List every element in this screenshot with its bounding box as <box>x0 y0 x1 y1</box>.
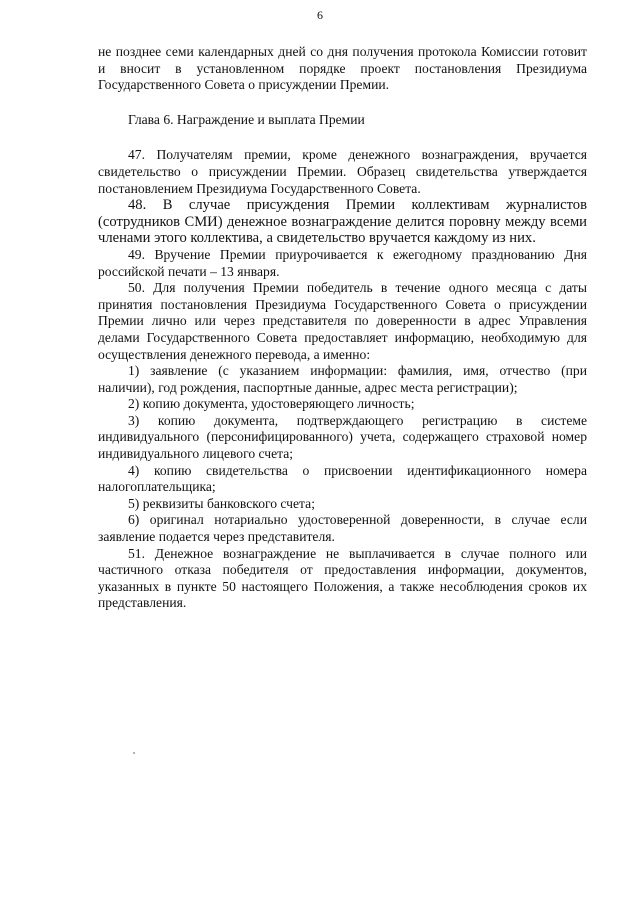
paragraph-48: 48. В случае присуждения Премии коллективам журналистов (сотрудников СМИ) денежное вознаграждение делится поровну между всеми членами этого коллектива, а свидетельство вручается каждому из них. <box>98 197 587 247</box>
paragraph-51: 51. Денежное вознаграждение не выплачивается в случае полного или частичного отказа победителя от предоставления информации, документов, указанных в пункте 50 настоящего Положения, а также несоблюдения сроков их представления. <box>98 545 587 611</box>
paragraph-50: 50. Для получения Премии победитель в течение одного месяца с даты принятия постановления Президиума Государственного Совета о присуждении Премии лично или через представителя по доверенности в адрес Управления делами Государственного Совета предоставляет информацию, необходимую для осуществления денежного перевода, а именно: <box>98 280 587 362</box>
list-item-6: 6) оригинал нотариально удостоверенной доверенности, в случае если заявление подается через представителя. <box>98 512 587 545</box>
list-item-4: 4) копию свидетельства о присвоении идентификационного номера налогоплательщика; <box>98 462 587 495</box>
document-body <box>98 44 587 612</box>
paragraph-49: 49. Вручение Премии приурочивается к ежегодному празднованию Дня российской печати – 13 января. <box>98 246 587 279</box>
list-item-5: 5) реквизиты банковского счета; <box>128 495 315 511</box>
scan-speck <box>133 752 135 754</box>
page-number: 6 <box>317 8 323 22</box>
list-item-1: 1) заявление (с указанием информации: фамилия, имя, отчество (при наличии), год рождения, паспортные данные, адрес места регистрации); <box>98 363 587 395</box>
chapter-heading: Глава 6. Награждение и выплата Премии <box>128 111 365 127</box>
list-item-2: 2) копию документа, удостоверяющего личность; <box>128 396 415 412</box>
list-item-3: 3) копию документа, подтверждающего регистрацию в системе индивидуального (персонифицированного) учета, содержащего страховой номер индивидуального лицевого счета; <box>98 412 587 462</box>
paragraph-continuation: не позднее семи календарных дней со дня получения протокола Комиссии готовит и вносит в установленном порядке проект постановления Президиума Государственного Совета о присуждении Премии. <box>98 44 587 93</box>
paragraph-47: 47. Получателям премии, кроме денежного вознаграждения, вручается свидетельство о присуждении Премии. Образец свидетельства утверждается постановлением Президиума Государственного Совета. <box>98 147 587 196</box>
